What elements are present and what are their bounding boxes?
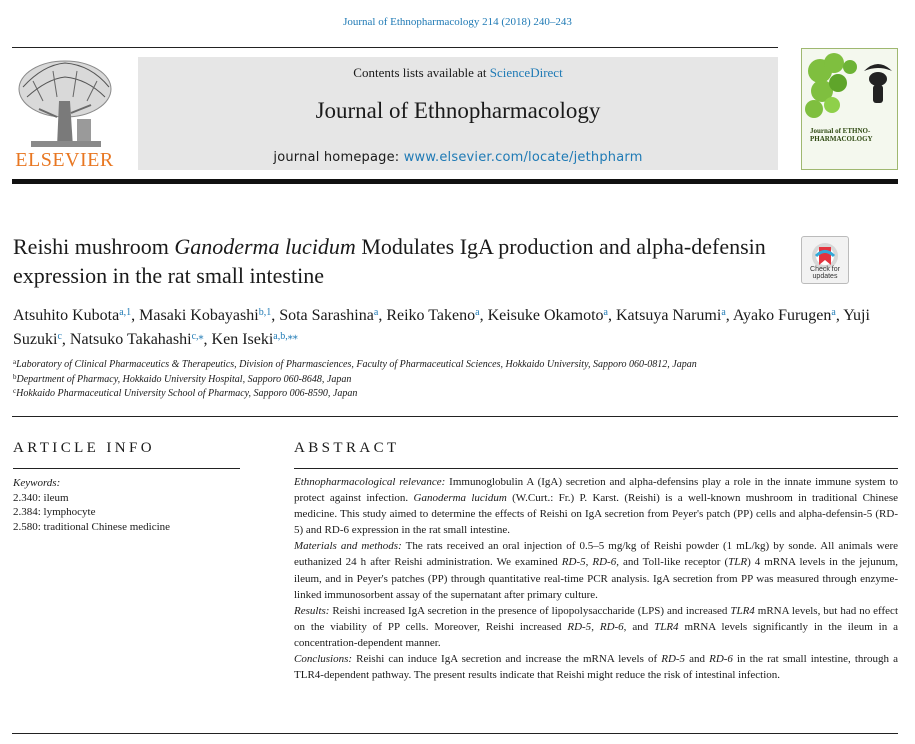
author-separator: , [61,331,70,348]
author-name[interactable]: Reiko Takeno [386,307,476,324]
article-info-heading: ARTICLE INFO [13,440,155,456]
author-name[interactable]: Yuji Suzuki [13,307,870,348]
conclusions-text: Reishi can induce IgA secretion and increase the mRNA levels of [352,653,662,666]
article-title [13,232,788,290]
results-gene-rd5: RD-5 [567,620,592,633]
methods-gene-rd5: RD-5 [561,556,586,569]
author-affiliation-marker[interactable]: c [57,331,62,342]
homepage-prefix: journal homepage: [273,150,404,165]
keywords-label: Keywords: [13,477,61,489]
methods-text-2: , and Toll-like receptor ( [616,556,729,569]
sciencedirect-link[interactable]: ScienceDirect [489,65,563,80]
conclusions-text-2: in the rat small intestine, through a TLR4-dependent pathway. The present results indicate that Reishi might reduce the risk of intestinal infection. [294,653,898,682]
author-affiliation-marker[interactable]: a,1 [119,307,132,318]
affiliation-item [13,358,893,373]
header-rule [12,47,778,48]
author-separator: , [835,307,844,324]
journal-masthead [138,57,778,170]
keyword-item: 2.384: lymphocyte [13,506,96,518]
title-part-2: Modulates IgA production and alpha-defensin expression in the rat small intestine [13,234,766,288]
contents-line [138,65,778,81]
journal-name: Journal of Ethnopharmacology [315,98,601,123]
author-affiliation-marker[interactable]: a [721,307,726,318]
author-separator: , [725,307,733,324]
abstract-results [294,603,898,651]
contents-prefix: Contents lists available at [353,65,490,80]
conclusions-label: Conclusions: [294,653,353,666]
check-for-updates-label: Check for updates [810,266,840,280]
author-separator: , [479,307,488,324]
methods-gene-tlr: TLR [728,556,748,569]
author-affiliation-marker[interactable]: a [603,307,608,318]
author-separator: , [271,307,280,324]
results-text-3: mRNA levels significantly in the ileum in a concentration-dependent manner. [294,620,899,649]
article-info-rule [13,468,240,469]
relevance-text: Immunoglobulin A (IgA) secretion and alpha-defensins play a role in the innate immune system to protect against infection. [294,476,898,505]
author-name[interactable]: Natsuko Takahashi [69,331,192,348]
author-name[interactable]: Masaki Kobayashi [139,307,259,324]
affiliation-key: c [13,387,17,395]
results-label: Results: [294,604,330,617]
author-separator: , [608,307,616,324]
cover-plant-icon [802,49,897,169]
author-affiliation-marker[interactable]: a [373,307,379,318]
abstract-relevance [294,474,898,538]
author-name[interactable]: Keisuke Okamoto [487,307,604,324]
author-separator: , [131,307,140,324]
affiliation-list [13,358,893,402]
author-name[interactable]: Ayako Furugen [732,307,832,324]
abstract-methods [294,538,898,602]
author-affiliation-marker[interactable]: a [475,307,480,318]
results-sep: , [591,620,600,633]
author-affiliation-marker[interactable]: a,b,⁎⁎ [273,331,298,342]
footer-rule [12,733,898,734]
abstract-conclusions [294,651,898,683]
methods-text: The rats received an oral injection of 0.5–5 mg/kg of Reishi powder (1 mL/kg) by sonde. All animals were euthanized 24 h after Reishi administration. We examined [294,540,898,569]
publisher-wordmark: ELSEVIER [15,149,114,171]
conclusions-gene-rd6: RD-6 [709,653,733,666]
methods-gene-rd6: RD-6 [592,556,617,569]
header-thick-rule [12,179,898,184]
results-text-2: mRNA levels, but had no effect on the viability of PP cells. Moreover, Reishi increased [294,604,898,633]
elsevier-tree-icon [13,57,116,149]
conclusions-gene-rd5: RD-5 [661,653,686,666]
title-part-1: Reishi mushroom [13,234,175,259]
author-name[interactable]: Sota Sarashina [279,307,374,324]
keywords-block [13,476,243,534]
affiliation-item [13,373,893,388]
keyword-item: 2.580: traditional Chinese medicine [13,520,171,533]
section-rule [12,416,898,417]
journal-citation-link[interactable]: Journal of Ethnopharmacology 214 (2018) 240–243 [343,16,572,28]
methods-text-3: ) 4 mRNA levels in the jejunum, ileum, and in Peyer's patches (PP) through quantitative real-time PCR analysis. IgA secretion from PP was measured through enzyme-linked immunosorbent assay of the supernatant after primary culture. [294,556,899,601]
affiliation-key: b [13,372,17,381]
affiliation-item [13,387,893,402]
title-species: Ganoderma lucidum [174,234,356,259]
homepage-link[interactable]: www.elsevier.com/locate/jethpharm [403,150,643,165]
affiliation-text: Department of Pharmacy, Hokkaido University Hospital, Sapporo 060-8648, Japan [16,373,352,385]
results-gene-tlr4: TLR4 [730,604,755,617]
elsevier-logo[interactable] [13,57,116,172]
abstract-body [294,474,898,683]
cover-title: Journal of ETHNO- PHARMACOLOGY [810,127,873,143]
author-affiliation-marker[interactable]: a [831,307,836,318]
keyword-list [13,491,243,535]
conclusions-sep: and [685,653,710,666]
author-name[interactable]: Katsuya Narumi [616,307,722,324]
author-separator: , [378,307,387,324]
methods-label: Materials and methods: [294,540,402,553]
results-gene-rd6: RD-6 [599,620,624,633]
author-affiliation-marker[interactable]: b,1 [258,307,272,318]
methods-sep: , [585,556,593,569]
results-sep-2: , and [623,620,655,633]
author-name[interactable]: Ken Iseki [211,331,274,348]
check-for-updates-button[interactable] [801,236,849,284]
affiliation-text: Hokkaido Pharmaceutical University School of Pharmacy, Sapporo 006-8590, Japan [16,388,358,399]
abstract-rule [294,468,898,469]
relevance-label: Ethnopharmacological relevance: [294,476,446,488]
journal-cover-image[interactable] [801,48,898,170]
abstract-heading: ABSTRACT [294,440,400,456]
relevance-text-2: (W.Curt.: Fr.) P. Karst. (Reishi) is a well-known mushroom in traditional Chinese medicine. This study aimed to determine the effects of Reishi on IgA secretion from Peyer's patch (PP) cells and alpha-defensin-5 (RD-5) and RD-6 expression in the rat small intestine. [294,492,899,537]
homepage-line [138,150,778,165]
results-text: Reishi increased IgA secretion in the presence of lipopolysaccharide (LPS) and increased [329,604,731,617]
author-name[interactable]: Atsuhito Kubota [13,307,120,324]
affiliation-key: a [13,358,17,366]
affiliation-text: Laboratory of Clinical Pharmaceutics & Therapeutics, Division of Pharmasciences, Faculty of Pharmaceutical Sciences, Hokkaido University, Sapporo 060-0812, Japan [16,359,697,370]
author-affiliation-marker[interactable]: c,⁎ [191,331,204,342]
results-gene-tlr4-2: TLR4 [654,620,679,633]
relevance-species: Ganoderma lucidum [413,492,507,505]
author-separator: , [203,331,212,348]
keyword-item: 2.340: ileum [13,491,69,504]
author-list [13,304,893,352]
